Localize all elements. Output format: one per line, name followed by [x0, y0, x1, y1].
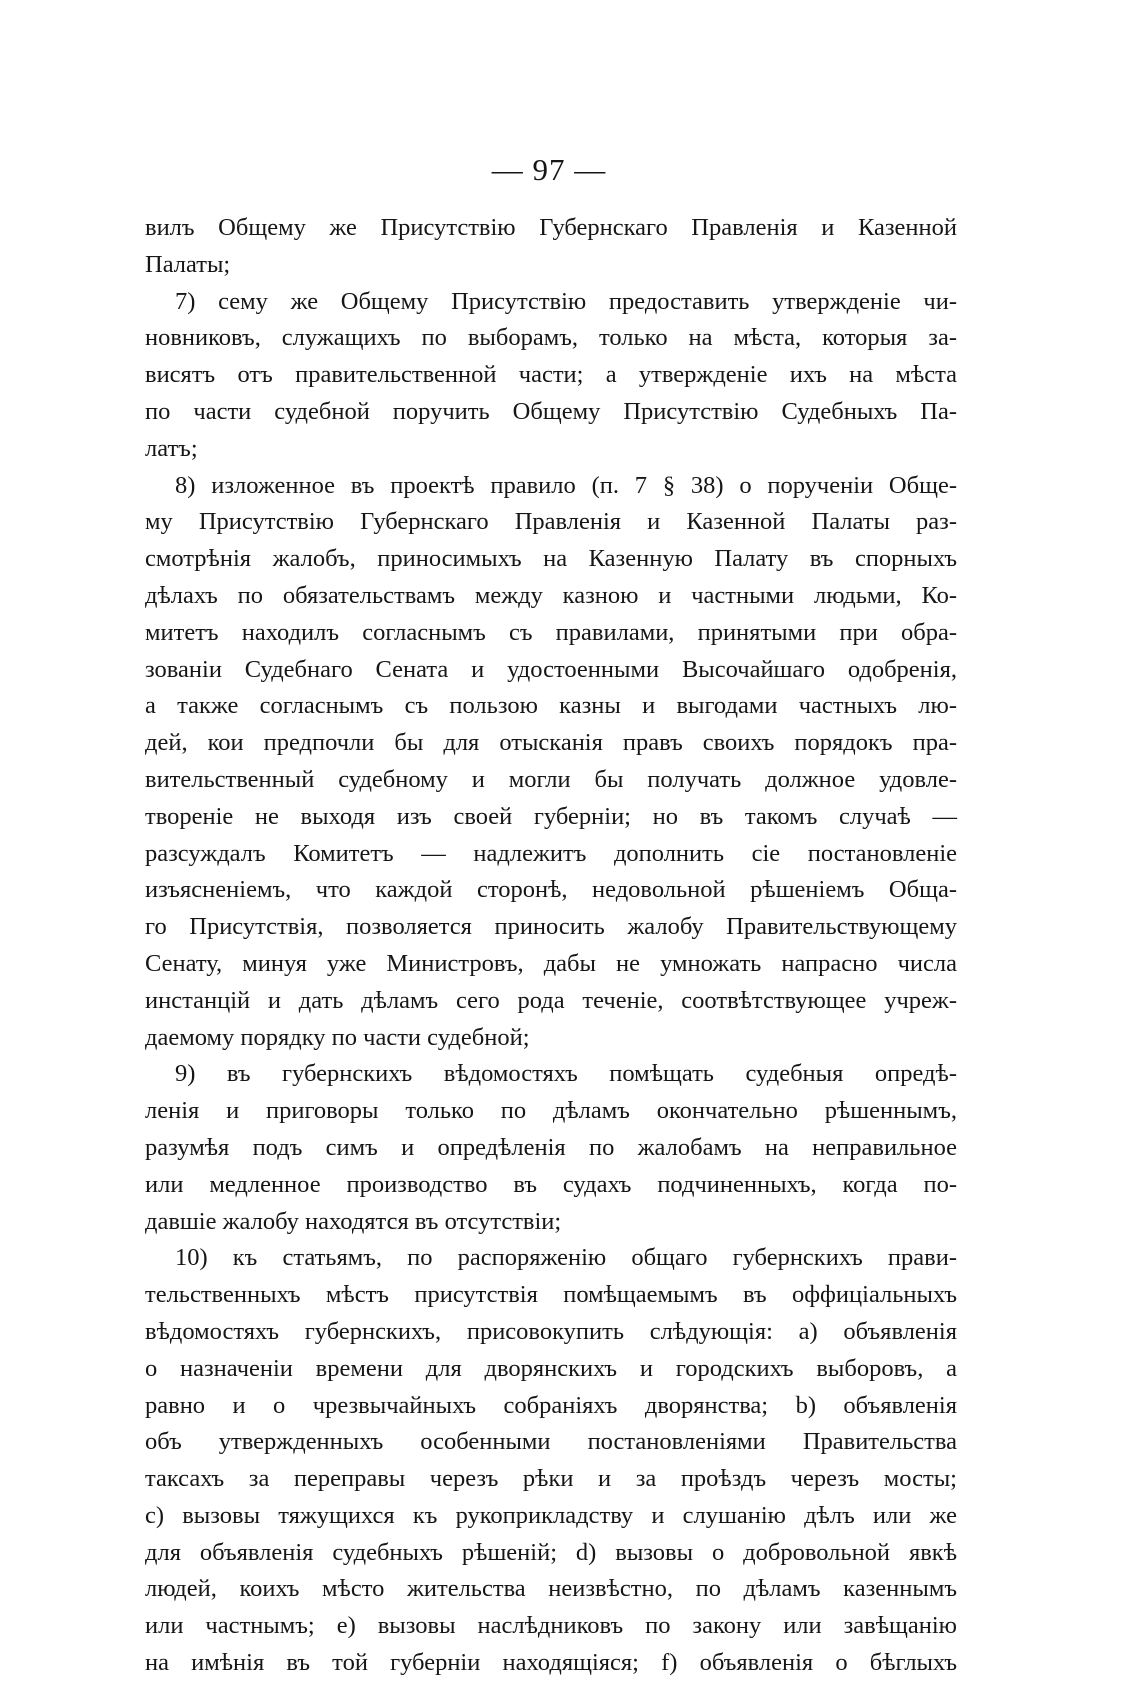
text-line: вительственный судебному и могли бы получать должное удовле- [145, 765, 957, 793]
text-line: а также согласнымъ съ пользою казны и выгодами частныхъ лю- [145, 692, 957, 720]
text-line: 10) къ статьямъ, по распоряженію общаго губернскихъ прави- [175, 1244, 957, 1272]
text-line: c) вызовы тяжущихся къ рукоприкладству и слушанію дѣлъ или же [145, 1501, 957, 1529]
text-line: вилъ Общему же Присутствію Губернскаго Правленія и Казенной [145, 214, 957, 241]
text-line: тельственныхъ мѣстъ присутствія помѣщаемымъ въ оффиціальныхъ [145, 1281, 957, 1309]
text-line: разумѣя подъ симъ и опредѣленія по жалобамъ на неправильное [145, 1133, 957, 1161]
text-line: ленія и приговоры только по дѣламъ окончательно рѣшеннымъ, [145, 1097, 957, 1125]
text-line: 7) сему же Общему Присутствію предоставить утвержденіе чи- [175, 287, 957, 315]
text-line: даемому порядку по части судебной; [145, 1023, 530, 1051]
text-line: объ утвержденныхъ особенными постановленіями Правительства [145, 1428, 957, 1456]
text-line: митетъ находилъ согласнымъ съ правилами, принятыми при обра- [145, 618, 957, 646]
text-line: на имѣнія въ той губерніи находящіяся; f) объявленія о бѣглыхъ [145, 1649, 957, 1677]
text-line: разсуждалъ Комитетъ — надлежитъ дополнить сіе постановленіе [145, 839, 957, 867]
text-line: Палаты; [145, 250, 231, 278]
text-line: по части судебной поручить Общему Присутствію Судебныхъ Па- [145, 397, 957, 425]
text-line: равно и о чрезвычайныхъ собраніяхъ дворянства; b) объявленія [145, 1391, 957, 1419]
text-line: Сенату, минуя уже Министровъ, дабы не умножать напрасно числа [145, 949, 957, 977]
text-line: го Присутствія, позволяется приносить жалобу Правительствующему [145, 913, 957, 941]
text-line: смотрѣнія жалобъ, приносимыхъ на Казенную Палату въ спорныхъ [145, 545, 957, 573]
text-line: дѣлахъ по обязательствамъ между казною и частными людьми, Ко- [145, 581, 957, 609]
body-text [145, 210, 957, 1682]
text-line: дей, кои предпочли бы для отысканія правъ своихъ порядокъ пра- [145, 729, 957, 757]
page-number: — 97 — [491, 152, 607, 187]
text-line: висятъ отъ правительственной части; а утвержденіе ихъ на мѣста [145, 361, 957, 389]
text-line: новниковъ, служащихъ по выборамъ, только на мѣста, которыя за- [145, 324, 957, 352]
text-line: людей, коихъ мѣсто жительства неизвѣстно, по дѣламъ казеннымъ [145, 1575, 957, 1603]
text-line: изъясненіемъ, что каждой сторонѣ, недовольной рѣшеніемъ Обща- [145, 876, 957, 904]
text-line: инстанцій и дать дѣламъ сего рода теченіе, соотвѣтствующее учреж- [145, 986, 957, 1014]
text-line: 8) изложенное въ проектѣ правило (п. 7 § 38) о порученіи Обще- [175, 471, 957, 499]
text-line: или частнымъ; e) вызовы наслѣдниковъ по закону или завѣщанію [145, 1612, 957, 1640]
text-line: таксахъ за переправы черезъ рѣки и за проѣздъ черезъ мосты; [145, 1465, 957, 1493]
text-line: твореніе не выходя изъ своей губерніи; но въ такомъ случаѣ — [145, 802, 957, 830]
text-line: или медленное производство въ судахъ подчиненныхъ, когда по- [145, 1170, 957, 1198]
text-line: латъ; [145, 434, 198, 462]
text-line: о назначеніи времени для дворянскихъ и городскихъ выборовъ, а [145, 1354, 957, 1382]
text-line: му Присутствію Губернскаго Правленія и Казенной Палаты раз- [145, 508, 957, 536]
text-line: давшіе жалобу находятся въ отсутствіи; [145, 1207, 562, 1235]
text-line: для объявленія судебныхъ рѣшеній; d) вызовы о добровольной явкѣ [145, 1538, 957, 1566]
text-line: зованіи Судебнаго Сената и удостоенными Высочайшаго одобренія, [145, 655, 957, 683]
text-line: вѣдомостяхъ губернскихъ, присовокупить слѣдующія: a) объявленія [145, 1317, 957, 1345]
text-line: 9) въ губернскихъ вѣдомостяхъ помѣщать судебныя опредѣ- [175, 1060, 957, 1088]
